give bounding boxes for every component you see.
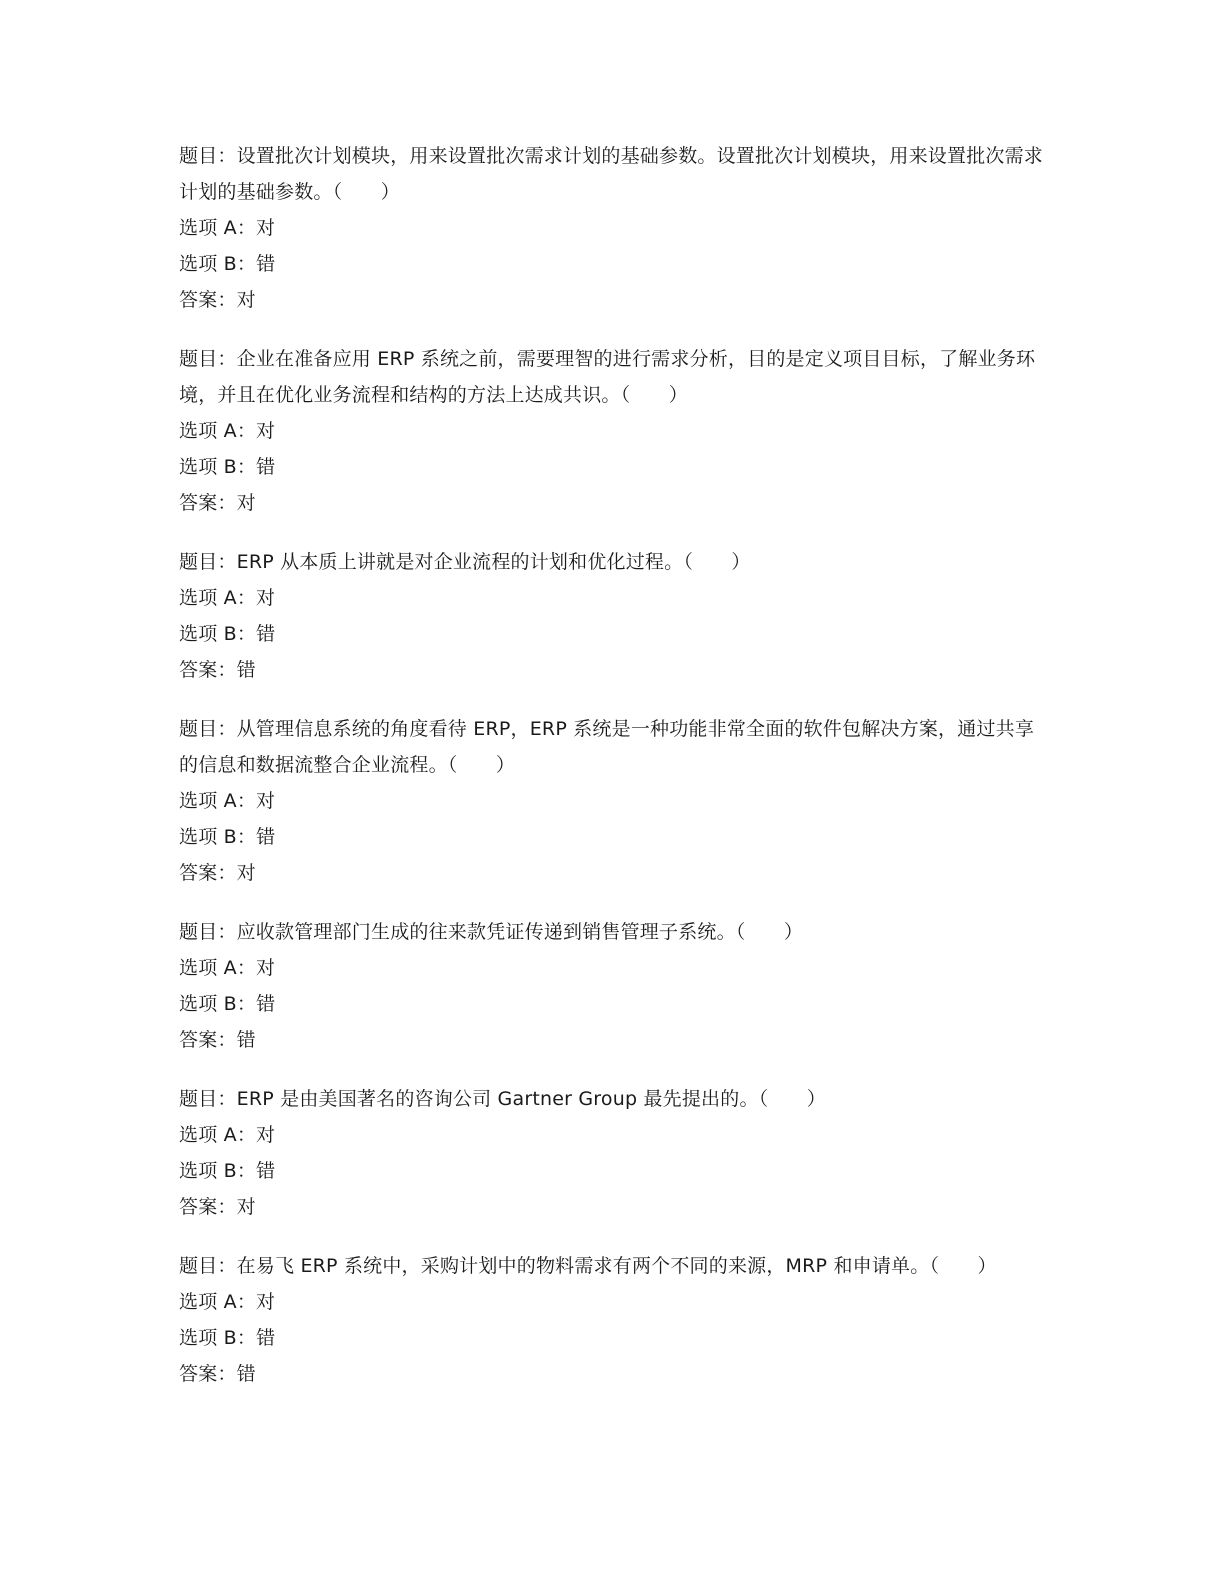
question-label: 题目： — [179, 1255, 237, 1277]
question-5 — [179, 914, 1049, 950]
answer-value: 错 — [236, 659, 256, 681]
option-b-label: 选项 B： — [179, 623, 257, 645]
option-a-label: 选项 A： — [179, 1124, 257, 1146]
question-block-3 — [179, 544, 1059, 688]
question-block-5 — [179, 914, 1059, 1058]
answer-5 — [179, 1022, 1059, 1058]
question-label: 题目： — [179, 718, 237, 740]
answer-7 — [179, 1356, 1059, 1392]
question-label: 题目： — [179, 348, 237, 370]
question-text: 在易飞 ERP 系统中，采购计划中的物料需求有两个不同的来源，MRP 和申请单。（ ） — [236, 1255, 997, 1277]
question-block-2 — [179, 341, 1059, 521]
answer-value: 对 — [236, 289, 256, 311]
question-text: 设置批次计划模块，用来设置批次需求计划的基础参数。设置批次计划模块，用来设置批次需求计划的基础参数。（ ） — [179, 145, 1044, 203]
question-7 — [179, 1248, 1049, 1284]
question-6 — [179, 1081, 1049, 1117]
question-2 — [179, 341, 1049, 413]
answer-2 — [179, 485, 1059, 521]
option-b-value: 错 — [256, 993, 276, 1015]
answer-3 — [179, 652, 1059, 688]
option-a-label: 选项 A： — [179, 1291, 257, 1313]
answer-label: 答案： — [179, 862, 237, 884]
answer-label: 答案： — [179, 659, 237, 681]
option-b-4 — [179, 819, 1059, 855]
option-b-label: 选项 B： — [179, 826, 257, 848]
question-text: ERP 是由美国著名的咨询公司 Gartner Group 最先提出的。（ ） — [236, 1088, 826, 1110]
option-a-7 — [179, 1284, 1059, 1320]
option-a-value: 对 — [256, 1291, 276, 1313]
option-a-5 — [179, 950, 1059, 986]
option-a-label: 选项 A： — [179, 420, 257, 442]
answer-value: 对 — [236, 1196, 256, 1218]
option-a-1 — [179, 210, 1059, 246]
question-3 — [179, 544, 1049, 580]
option-b-label: 选项 B： — [179, 1327, 257, 1349]
question-text: 从管理信息系统的角度看待 ERP，ERP 系统是一种功能非常全面的软件包解决方案，通过共享的信息和数据流整合企业流程。（ ） — [179, 718, 1035, 776]
option-a-value: 对 — [256, 217, 276, 239]
answer-value: 对 — [236, 492, 256, 514]
answer-label: 答案： — [179, 289, 237, 311]
answer-label: 答案： — [179, 492, 237, 514]
option-b-value: 错 — [256, 456, 276, 478]
question-4 — [179, 711, 1049, 783]
option-b-value: 错 — [256, 1327, 276, 1349]
option-a-2 — [179, 413, 1059, 449]
document-page — [179, 138, 1059, 1415]
option-a-value: 对 — [256, 790, 276, 812]
question-block-4 — [179, 711, 1059, 891]
option-b-6 — [179, 1153, 1059, 1189]
option-a-value: 对 — [256, 957, 276, 979]
option-b-5 — [179, 986, 1059, 1022]
option-a-label: 选项 A： — [179, 790, 257, 812]
option-b-7 — [179, 1320, 1059, 1356]
option-a-6 — [179, 1117, 1059, 1153]
answer-6 — [179, 1189, 1059, 1225]
question-label: 题目： — [179, 145, 237, 167]
question-block-7 — [179, 1248, 1059, 1392]
question-label: 题目： — [179, 1088, 237, 1110]
option-b-1 — [179, 246, 1059, 282]
option-b-value: 错 — [256, 253, 276, 275]
answer-value: 错 — [236, 1029, 256, 1051]
answer-1 — [179, 282, 1059, 318]
question-1 — [179, 138, 1049, 210]
question-text: 应收款管理部门生成的往来款凭证传递到销售管理子系统。（ ） — [236, 921, 804, 943]
answer-value: 错 — [236, 1363, 256, 1385]
option-a-value: 对 — [256, 587, 276, 609]
answer-label: 答案： — [179, 1029, 237, 1051]
option-a-label: 选项 A： — [179, 957, 257, 979]
question-text: 企业在准备应用 ERP 系统之前，需要理智的进行需求分析，目的是定义项目目标，了解业务环境，并且在优化业务流程和结构的方法上达成共识。（ ） — [179, 348, 1036, 406]
option-b-2 — [179, 449, 1059, 485]
option-b-3 — [179, 616, 1059, 652]
answer-value: 对 — [236, 862, 256, 884]
option-a-label: 选项 A： — [179, 587, 257, 609]
question-block-6 — [179, 1081, 1059, 1225]
option-b-label: 选项 B： — [179, 253, 257, 275]
option-b-label: 选项 B： — [179, 1160, 257, 1182]
option-a-3 — [179, 580, 1059, 616]
question-text: ERP 从本质上讲就是对企业流程的计划和优化过程。（ ） — [236, 551, 751, 573]
option-b-value: 错 — [256, 826, 276, 848]
option-a-4 — [179, 783, 1059, 819]
question-label: 题目： — [179, 551, 237, 573]
option-b-value: 错 — [256, 623, 276, 645]
option-b-label: 选项 B： — [179, 993, 257, 1015]
answer-4 — [179, 855, 1059, 891]
option-a-value: 对 — [256, 1124, 276, 1146]
answer-label: 答案： — [179, 1363, 237, 1385]
option-a-label: 选项 A： — [179, 217, 257, 239]
question-label: 题目： — [179, 921, 237, 943]
answer-label: 答案： — [179, 1196, 237, 1218]
option-b-value: 错 — [256, 1160, 276, 1182]
option-a-value: 对 — [256, 420, 276, 442]
option-b-label: 选项 B： — [179, 456, 257, 478]
question-block-1 — [179, 138, 1059, 318]
